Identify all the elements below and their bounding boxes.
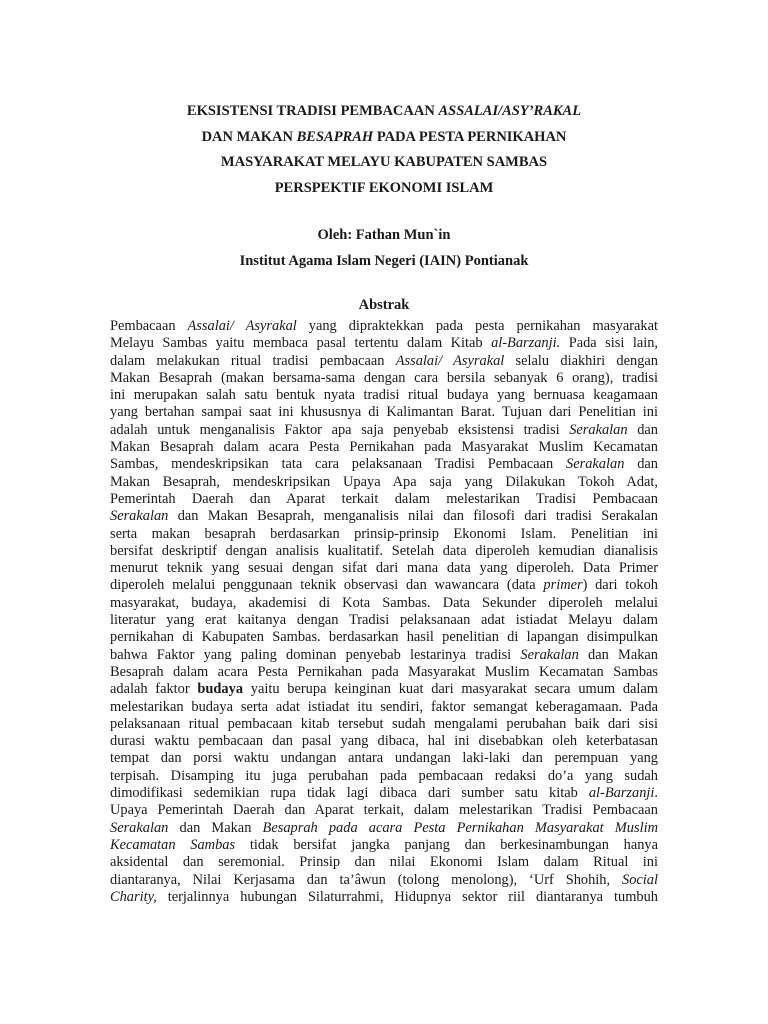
abstract-text: bahwa Faktor yang paling dominan penyebab lestarinya tradisi [110, 646, 521, 663]
abstract-text: tidak bersifat jangka panjang dan berkesinambungan hanya [235, 836, 658, 853]
abstract-line [110, 370, 658, 387]
abstract-bold-text: budaya [197, 681, 244, 698]
title-line-2-italic: BESAPRAH [296, 128, 374, 145]
abstract-line [110, 768, 658, 785]
abstract-text: Makan Besaprah, mendeskripsikan Upaya Apa saja yang Dilakukan Tokoh Adat, [110, 473, 658, 490]
abstract-line [110, 335, 658, 352]
abstract-text: dan [624, 456, 658, 473]
abstract-line [110, 837, 658, 854]
abstract-line [110, 647, 658, 664]
abstract-line [110, 872, 658, 889]
abstract-line [110, 629, 658, 646]
abstract-line [110, 664, 658, 681]
abstract-text: Upaya Pemerintah Daerah dan Aparat terkait, dalam melestarikan Tradisi Pembacaan [110, 802, 658, 819]
abstract-text: diperoleh melalui penggunaan teknik observasi dan wawancara (data [110, 577, 544, 594]
abstract-line [110, 526, 658, 543]
abstract-text: . [654, 785, 658, 802]
abstract-line [110, 699, 658, 716]
abstract-text: Pembacaan [110, 318, 188, 334]
title-line-1-text: EKSISTENSI TRADISI PEMBACAAN [186, 103, 439, 119]
abstract-text: ) dari tokoh [582, 577, 658, 594]
abstract-line [110, 889, 658, 906]
abstract-line [110, 681, 658, 698]
abstract-italic-text: Serakalan [566, 456, 625, 473]
abstract-text: yang dipraktekkan pada pesta pernikahan masyarakat [296, 318, 658, 334]
abstract-line [110, 820, 658, 837]
abstract-italic-text: Charity, [110, 888, 157, 905]
abstract-body [110, 318, 658, 906]
abstract-text: Melayu Sambas yaitu membaca pasal tertentu dalam Kitab [110, 335, 492, 352]
author-block [0, 223, 768, 274]
abstract-text: menurut teknik yang sesuai dengan sifat dari mana data yang diperoleh. Data Primer [110, 560, 658, 577]
abstract-line [110, 387, 658, 404]
abstract-italic-text: Besaprah pada acara Pesta Pernikahan Masyarakat Muslim [262, 819, 658, 836]
title-line-2-prefix: DAN MAKAN [201, 128, 297, 145]
abstract-text: terjalinnya hubungan Silaturrahmi, Hidupnya sektor riil diantaranya tumbuh [156, 888, 658, 905]
abstract-text: yaitu berupa keinginan kuat dari masyarakat secara umum dalam [243, 681, 659, 698]
title-line-2-suffix: PADA PESTA PERNIKAHAN [373, 128, 567, 145]
abstract-text: pelaksanaan ritual pembacaan kitab tersebut sudah mengalami perubahan baik dari sisi [110, 715, 658, 732]
abstract-line [110, 474, 658, 491]
abstract-text: yang bertahan sampai saat ini khususnya di Kalimantan Barat. Tujuan dari Penelitian ini [110, 404, 658, 421]
abstract-text: Sambas, mendeskripsikan tata cara pelaksanaan Tradisi Pembacaan [110, 456, 567, 473]
abstract-text: ini merupakan salah satu bentuk nyata tradisi ritual budaya yang bernuasa keagamaan [110, 387, 658, 404]
abstract-text: Pada sisi lain, [560, 335, 658, 352]
abstract-line [110, 491, 658, 508]
abstract-line [110, 750, 658, 767]
abstract-italic-text: Social [622, 871, 658, 888]
abstract-italic-text: Serakalan [110, 508, 169, 525]
abstract-line [110, 560, 658, 577]
abstract-text: dan Makan Besaprah, menganalisis nilai dan filosofi dari tradisi Serakalan [168, 508, 658, 525]
abstract-line [110, 716, 658, 733]
abstract-line [110, 456, 658, 473]
abstract-heading: Abstrak [358, 297, 410, 313]
abstract-line [110, 733, 658, 750]
abstract-line [110, 577, 658, 594]
abstract-italic-text: al-Barzanji [588, 785, 655, 802]
abstract-text: aksidental dan seremonial. Prinsip dan nilai Ekonomi Islam dalam Ritual ini [110, 854, 658, 871]
abstract-text: diantaranya, Nilai Kerjasama dan ta’âwun (tolong menolong), ‘Urf Shohih, [110, 871, 623, 888]
abstract-text: dan [627, 421, 658, 438]
abstract-text: dan Makan [168, 819, 263, 836]
abstract-italic-text: Assalai/ Asyrakal [187, 318, 297, 334]
abstract-line [110, 422, 658, 439]
author-name: Oleh: Fathan Mun`in [317, 227, 451, 243]
abstract-text: Makan Besaprah (makan bersama-sama dengan cara bersila sebanyak 6 orang), tradisi [110, 369, 658, 386]
abstract-line [110, 612, 658, 629]
abstract-line [110, 854, 658, 871]
abstract-line [110, 802, 658, 819]
abstract-text: adalah faktor [110, 681, 198, 698]
abstract-text: literatur yang erat kaitanya dengan Tradisi pelaksanaan adat istiadat Melayu dalam [110, 612, 658, 629]
abstract-line [110, 353, 658, 370]
abstract-text: pernikahan di Kabupaten Sambas. berdasarkan hasil penelitian di lapangan disimpulkan [110, 629, 658, 646]
abstract-text: dimodifikasi sedemikian rupa tidak lagi dibaca dari sumber satu kitab [110, 785, 589, 802]
abstract-text: adalah untuk menganalisis Faktor apa saja penyebab eksistensi tradisi [110, 421, 570, 438]
abstract-line [110, 543, 658, 560]
abstract-italic-text: Kecamatan Sambas [110, 836, 236, 853]
title-line-4: PERSPEKTIF EKONOMI ISLAM [274, 179, 494, 196]
title-line-1 [0, 99, 768, 125]
document-title [0, 99, 768, 201]
abstract-text: serta makan besaprah berdasarkan prinsip-prinsip Ekonomi Islam. Penelitian ini [110, 525, 658, 542]
abstract-italic-text: Assalai/ Asyrakal [395, 352, 505, 369]
abstract-text: tempat dan porsi waktu undangan antara undangan laki-laki dan perempuan yang [110, 750, 658, 767]
abstract-text: masyarakat, budaya, akademisi di Kota Sambas. Data Sekunder diperoleh melalui [110, 594, 658, 611]
abstract-italic-text: Serakalan [520, 646, 579, 663]
author-institution: Institut Agama Islam Negeri (IAIN) Pontianak [239, 252, 529, 269]
abstract-line [110, 508, 658, 525]
abstract-text: Pemerintah Daerah dan Aparat terkait dalam melestarikan Tradisi Pembacaan [110, 490, 658, 507]
abstract-line [110, 439, 658, 456]
abstract-text: durasi waktu pembacaan dan pasal yang dibaca, hal ini disebabkan oleh keterbatasan [110, 733, 658, 750]
title-line-3: MASYARAKAT MELAYU KABUPATEN SAMBAS [220, 154, 548, 170]
abstract-text: Makan Besaprah dalam acara Pesta Pernikahan pada Masyarakat Muslim Kecamatan [110, 439, 658, 456]
abstract-line [110, 595, 658, 612]
abstract-italic-text: Serakalan [110, 819, 169, 836]
title-line-1-italic: ASSALAI/ASY’RAKAL [438, 103, 582, 119]
abstract-italic-text: al-Barzanji. [491, 335, 561, 352]
abstract-text: terpisah. Disamping itu juga perubahan pada pembacaan redaksi do’a yang sudah [110, 767, 658, 784]
abstract-italic-text: primer [543, 577, 583, 594]
abstract-text: selalu diakhiri dengan [504, 352, 658, 369]
abstract-line [110, 404, 658, 421]
abstract-line [110, 785, 658, 802]
abstract-line [110, 318, 658, 335]
abstract-text: melestarikan budaya serta adat istiadat itu sendiri, faktor semangat keberagamaan. Pada [110, 698, 658, 715]
abstract-text: bersifat deskriptif dengan analisis kualitatif. Setelah data diperoleh kemudian dianalisis [110, 542, 658, 559]
abstract-text: Besaprah dalam acara Pesta Pernikahan pada Masyarakat Muslim Kecamatan Sambas [110, 663, 658, 680]
abstract-text: dan Makan [578, 646, 659, 663]
abstract-italic-text: Serakalan [569, 421, 628, 438]
abstract-text: dalam melakukan ritual tradisi pembacaan [110, 352, 396, 369]
title-line-2 [0, 125, 768, 151]
